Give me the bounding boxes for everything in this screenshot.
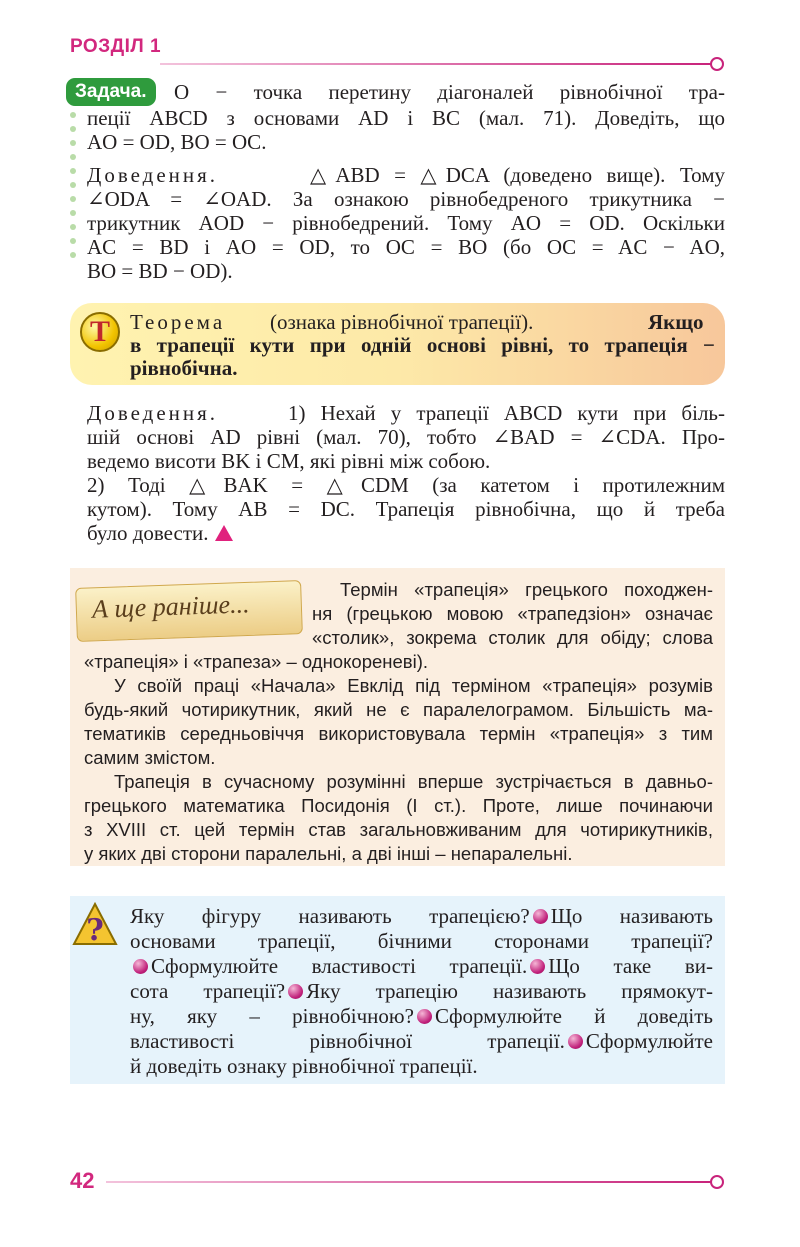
question-5a: Яку трапецію називають прямокут-	[306, 979, 713, 1003]
question-6b: властивості рівнобічної трапеції.	[130, 1029, 565, 1053]
proof1-line-5: BO = BD − OD).	[87, 259, 233, 283]
proof1-line-4: AC = BD і AO = OD, то OC = BO (бо OC = AC − AO,	[87, 235, 725, 259]
question-2b: основами трапеції, бічними сторонами трапеції?	[130, 929, 713, 953]
proof2-line-1: 1) Нехай у трапеції ABCD кути при біль-	[288, 401, 725, 425]
question-1: Яку фігуру називають трапецією?	[130, 904, 530, 928]
question-mark-icon	[72, 902, 118, 948]
questions-line-4	[130, 979, 713, 1003]
history-p2-line-1: У своїй праці «Начала» Евклід під терміном «трапеція» розумів	[114, 675, 713, 696]
bullet-icon	[530, 959, 545, 974]
task-badge: Задача.	[66, 78, 156, 106]
question-5b: ну, яку – рівнобічною?	[130, 1004, 414, 1028]
question-7a: Сформулюйте	[585, 1029, 713, 1053]
history-p3-line-4: у яких дві сторони паралельні, а дві інші – непаралельні.	[84, 843, 573, 864]
page-number: 42	[70, 1168, 95, 1193]
questions-line-3	[130, 954, 713, 978]
proof2-line-5: кутом). Тому AB = DC. Трапеція рівнобічна, що й треба	[87, 497, 725, 521]
bullet-icon	[533, 909, 548, 924]
history-p1-line-1: Термін «трапеція» грецького походжен-	[340, 579, 713, 600]
proof2-line-6	[87, 521, 725, 545]
question-7b: й доведіть ознаку рівнобічної трапеції.	[130, 1054, 478, 1078]
proof2-line-2: шій основі AD рівні (мал. 70), тобто ∠BAD = ∠CDA. Про-	[87, 425, 725, 449]
bullet-icon	[417, 1009, 432, 1024]
history-p2-line-4: самим змістом.	[84, 747, 216, 768]
task-line-2: пеції ABCD з основами AD і BC (мал. 71). Доведіть, що	[87, 106, 725, 130]
proof1-line-3: трикутник AOD − рівнобедрений. Тому AO = OD. Оскільки	[87, 211, 725, 235]
theorem-bold-3: рівнобічна.	[130, 356, 238, 380]
history-p3-line-2: грецького математика Посидонія (І ст.). Проте, лише починаючи	[84, 795, 713, 816]
theorem-bold-1: Якщо	[648, 310, 704, 334]
task-line-3: AO = OD, BO = OC.	[87, 130, 267, 154]
history-scroll-label: А ще раніше...	[91, 589, 250, 624]
history-p2-line-2: будь-який чотирикутник, який не є паралелограмом. Більшість ма-	[84, 699, 713, 720]
proof1-label: Доведення.	[87, 163, 219, 187]
history-p2-line-3: тематиків середньовіччя використовувала термін «трапеція» з тим	[84, 723, 713, 744]
proof1-line-1: △ABD = △DCA (доведено вище). Тому	[310, 163, 725, 187]
theorem-label: Теорема	[130, 310, 226, 334]
questions-line-6	[130, 1029, 713, 1053]
question-3: Сформулюйте властивості трапеції.	[151, 954, 528, 978]
question-6a: Сформулюйте й доведіть	[434, 1004, 713, 1028]
proof2-line-3: ведемо висоти BK і CM, які рівні між собою.	[87, 449, 491, 473]
task-margin-dots	[70, 112, 76, 266]
theorem-icon: T	[80, 312, 120, 352]
footer-rule-end	[710, 1175, 724, 1189]
proof1-line-2: ∠ODA = ∠OAD. За ознакою рівнобедреного трикутника −	[87, 187, 725, 211]
theorem-paren: (ознака рівнобічної трапеції).	[270, 310, 534, 334]
questions-line-1	[130, 904, 713, 928]
svg-text:?: ?	[86, 913, 104, 948]
theorem-bold-2: в трапеції кути при одній основі рівні, то трапеція −	[130, 333, 715, 357]
questions-line-7	[130, 1054, 713, 1078]
header-rule-end	[710, 57, 724, 71]
section-title: РОЗДІЛ 1	[70, 36, 162, 57]
questions-line-2	[130, 929, 713, 953]
footer-rule	[106, 1181, 712, 1183]
header-rule	[160, 63, 712, 65]
bullet-icon	[288, 984, 303, 999]
proof2-label: Доведення.	[87, 401, 219, 425]
history-p1-line-4: «трапеція» і «трапеза» – однокореневі).	[84, 651, 429, 672]
history-p3-line-3: з XVIII ст. цей термін став загальновживаним для чотирикутників,	[84, 819, 713, 840]
bullet-icon	[133, 959, 148, 974]
question-2a: Що називають	[550, 904, 713, 928]
proof2-line-4: 2) Тоді △BAK = △CDM (за катетом і протилежним	[87, 473, 725, 497]
bullet-icon	[568, 1034, 583, 1049]
history-p1-line-2: ня (грецькою мовою «трапедзіон» означає	[312, 603, 713, 624]
questions-line-5	[130, 1004, 713, 1028]
task-line-1: O − точка перетину діагоналей рівнобічної тра-	[174, 80, 725, 104]
question-4b: сота трапеції?	[130, 979, 286, 1003]
question-4a: Що таке ви-	[548, 954, 713, 978]
qed-triangle-icon	[215, 525, 233, 541]
history-p3-line-1: Трапеція в сучасному розумінні вперше зустрічається в давньо-	[114, 771, 713, 792]
proof2-line-6-text: було довести.	[87, 521, 209, 545]
history-p1-line-3: «столик», зокрема столик для обіду; слова	[312, 627, 713, 648]
